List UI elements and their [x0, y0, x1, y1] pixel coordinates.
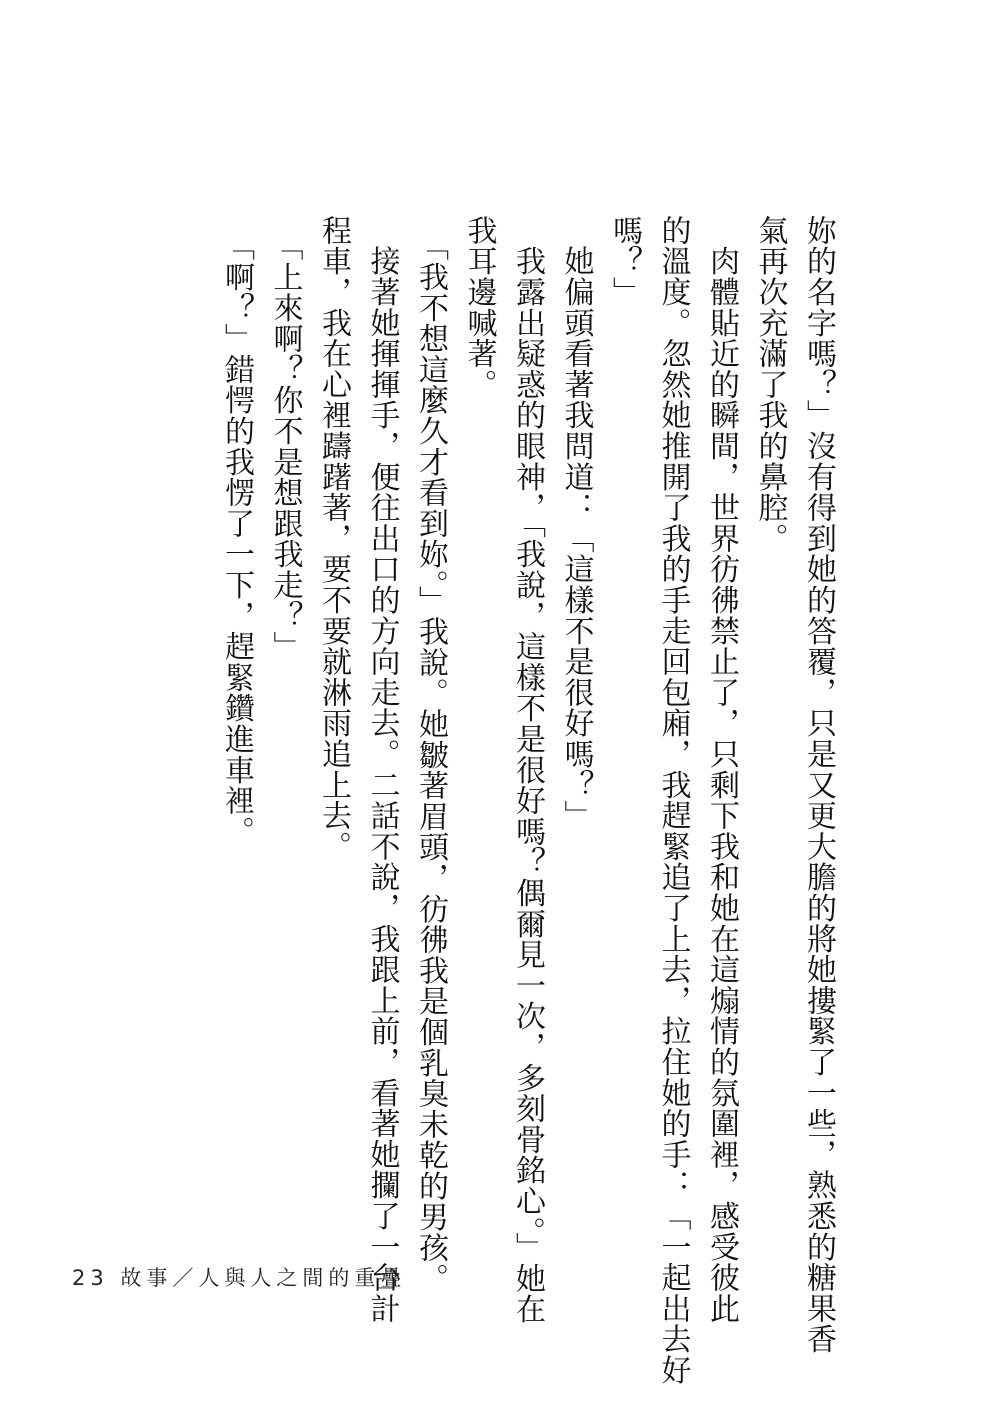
paragraph-8: 「啊？」錯愕的我愣了一下，趕緊鑽進車裡。	[219, 215, 254, 847]
paragraph-7: 「上來啊？你不是想跟我走？」	[267, 215, 303, 662]
paragraph-3: 她偏頭看著我問道：「這樣不是很好嗎？」	[558, 215, 594, 831]
paragraph-1: 妳的名字嗎？」沒有得到她的答覆，只是又更大膽的將她摟緊了一些，熟悉的糖果香 氣再次充滿了我的鼻腔。	[752, 215, 836, 1355]
paragraph-5: 「我不想這麼久才看到妳。」我說。她皺著眉頭，彷彿我是個乳臭未乾的男孩。	[413, 215, 448, 1294]
paragraph-2: 肉體貼近的瞬間，世界彷彿禁止了，只剩下我和她在這煽情的氛圍裡，感受彼此 的溫度。忽然她推開了我的手走回包廂，我趕緊追了上去，拉住她的手：「一起出去好 嗎？」	[607, 215, 739, 1386]
paragraph-4: 我露出疑惑的眼神，「我說，這樣不是很好嗎？偶爾見一次，多刻骨銘心。」她在 我耳邊喊著。	[461, 215, 545, 1325]
page-number: 23	[72, 1266, 109, 1290]
paragraph-6: 接著她揮揮手，便往出口的方向走去。二話不說，我跟上前，看著她攔了一台計 程車，我在心裡躊躇著，要不要就淋雨追上去。	[316, 215, 400, 1324]
page-footer	[72, 1262, 406, 1292]
section-title: 故事／人與人之間的重疊	[120, 1266, 407, 1290]
